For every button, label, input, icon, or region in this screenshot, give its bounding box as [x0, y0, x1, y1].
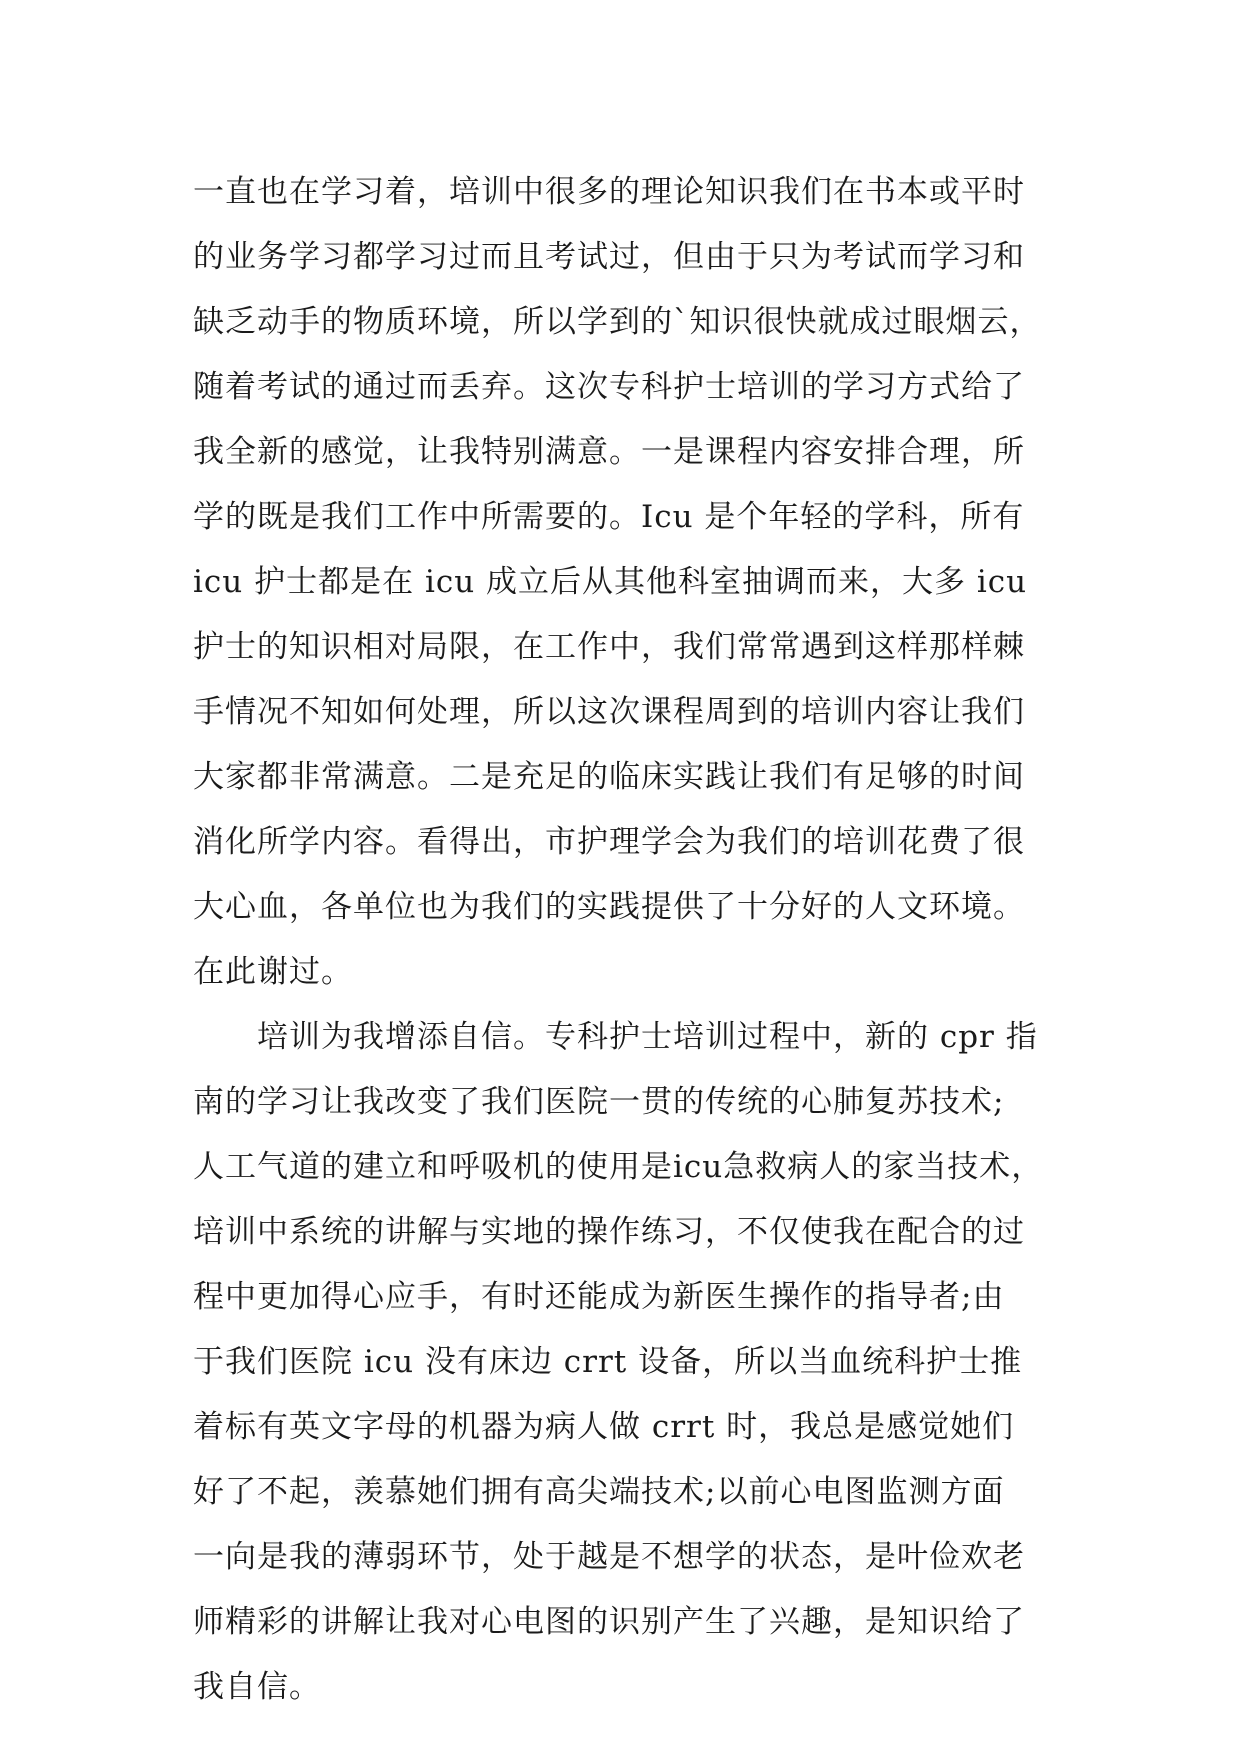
text-line: 大心血，各单位也为我们的实践提供了十分好的人文环境。 — [193, 889, 1025, 925]
text-line: 我全新的感觉，让我特别满意。一是课程内容安排合理，所 — [193, 434, 1025, 470]
paragraph-2 — [193, 1005, 1053, 1720]
text-line: 着标有英文字母的机器为病人做 crrt 时，我总是感觉她们 — [193, 1409, 1015, 1445]
text-line: 一直也在学习着，培训中很多的理论知识我们在书本或平时 — [193, 174, 1025, 210]
text-line: 程中更加得心应手，有时还能成为新医生操作的指导者;由 — [193, 1279, 1005, 1315]
text-line: 的业务学习都学习过而且考试过，但由于只为考试而学习和 — [193, 239, 1025, 275]
text-line: 大家都非常满意。二是充足的临床实践让我们有足够的时间 — [193, 759, 1025, 795]
text-line: 培训中系统的讲解与实地的操作练习，不仅使我在配合的过 — [193, 1214, 1025, 1250]
text-line: 人工气道的建立和呼吸机的使用是icu急救病人的家当技术， — [193, 1149, 1044, 1185]
text-line: icu 护士都是在 icu 成立后从其他科室抽调而来，大多 icu — [193, 564, 1028, 600]
text-line: 护士的知识相对局限，在工作中，我们常常遇到这样那样棘 — [193, 629, 1025, 665]
text-line: 缺乏动手的物质环境，所以学到的`知识很快就成过眼烟云， — [193, 304, 1042, 340]
text-line-indented: 培训为我增添自信。专科护士培训过程中，新的 cpr 指 — [257, 1019, 1038, 1055]
paragraph-1 — [193, 160, 1053, 1005]
text-line: 在此谢过。 — [193, 954, 353, 990]
text-line: 好了不起，羡慕她们拥有高尖端技术;以前心电图监测方面 — [193, 1474, 1005, 1510]
text-line: 学的既是我们工作中所需要的。Icu 是个年轻的学科，所有 — [193, 499, 1025, 535]
text-line: 手情况不知如何处理，所以这次课程周到的培训内容让我们 — [193, 694, 1025, 730]
text-line: 师精彩的讲解让我对心电图的识别产生了兴趣，是知识给了 — [193, 1604, 1025, 1640]
text-line: 于我们医院 icu 没有床边 crrt 设备，所以当血统科护士推 — [193, 1344, 1023, 1380]
text-line: 随着考试的通过而丢弃。这次专科护士培训的学习方式给了 — [193, 369, 1025, 405]
text-line: 我自信。 — [193, 1669, 321, 1705]
text-line: 一向是我的薄弱环节，处于越是不想学的状态，是叶俭欢老 — [193, 1539, 1025, 1575]
document-body — [193, 160, 1053, 1720]
text-line: 消化所学内容。看得出，市护理学会为我们的培训花费了很 — [193, 824, 1025, 860]
text-line: 南的学习让我改变了我们医院一贯的传统的心肺复苏技术; — [193, 1084, 1005, 1120]
